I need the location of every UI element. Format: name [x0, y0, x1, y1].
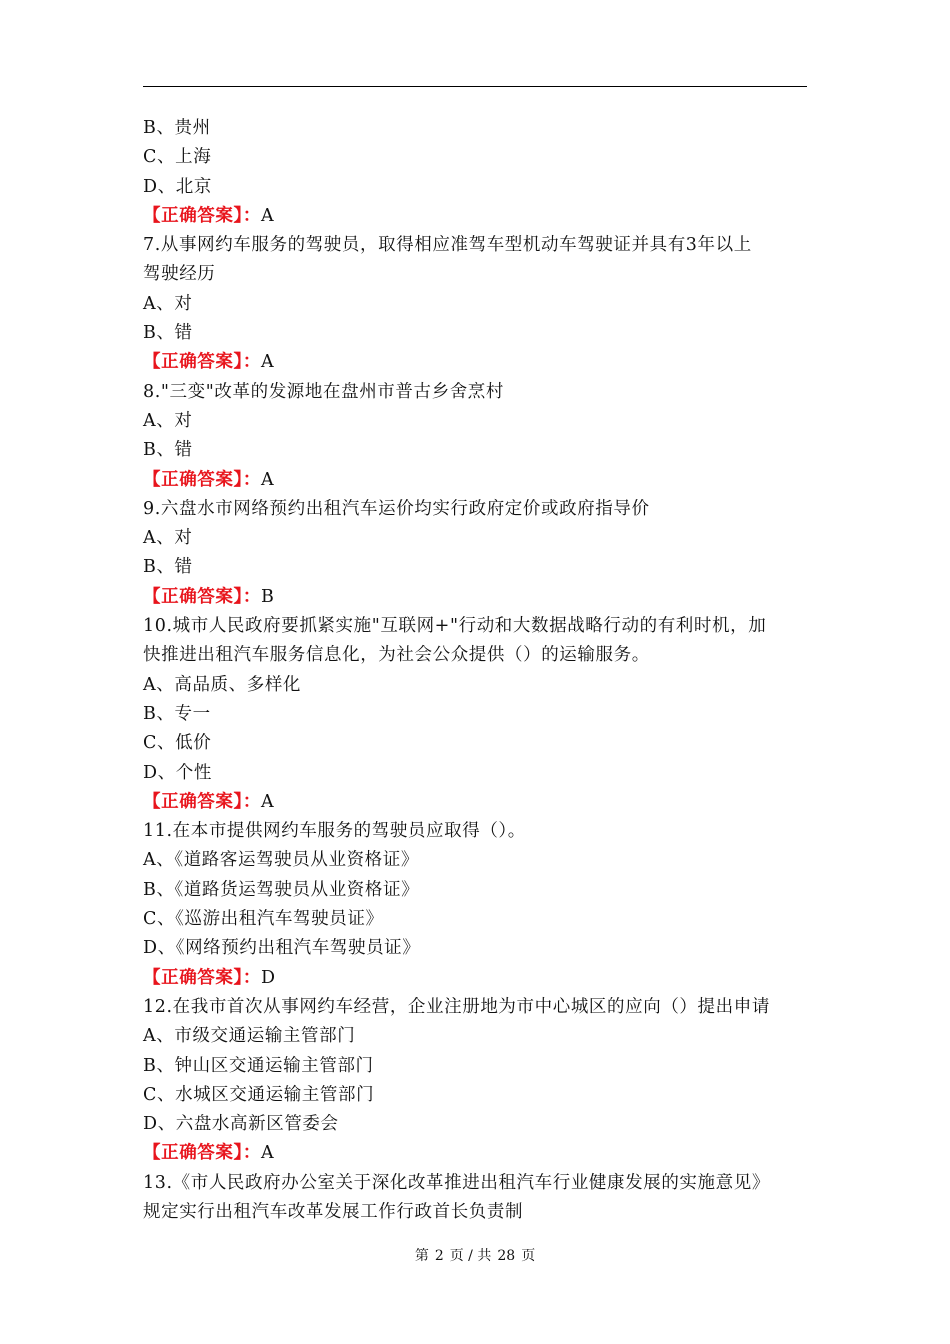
answer-value: B	[260, 586, 275, 607]
answer-value: A	[260, 791, 275, 812]
question-stem: 12.在我市首次从事网约车经营，企业注册地为市中心城区的应向（）提出申请	[143, 996, 770, 1017]
footer-suffix: 页	[521, 1248, 536, 1264]
question-stem-continued: 快推进出租汽车服务信息化，为社会公众提供（）的运输服务。	[143, 645, 650, 666]
option-a: A、市级交通运输主管部门	[143, 1026, 356, 1047]
answer-label: 【正确答案】：	[143, 967, 261, 988]
answer-label: 【正确答案】：	[143, 791, 261, 812]
answer-label: 【正确答案】：	[143, 205, 261, 226]
answer-line	[143, 788, 807, 817]
option-b: B、错	[143, 323, 193, 344]
option-b: B、错	[143, 557, 193, 578]
answer-line	[143, 1139, 807, 1168]
current-page-number: 2	[434, 1248, 444, 1264]
option-a: A、对	[143, 528, 193, 549]
option-a: A、对	[143, 293, 193, 314]
question-stem: 11.在本市提供网约车服务的驾驶员应取得（）。	[143, 821, 526, 842]
answer-line	[143, 964, 807, 993]
total-page-count: 28	[497, 1248, 516, 1264]
option-b: B、钟山区交通运输主管部门	[143, 1055, 374, 1076]
question-stem: 7.从事网约车服务的驾驶员，取得相应准驾车型机动车驾驶证并具有3年以上	[143, 235, 752, 256]
question-stem: 9.六盘水市网络预约出租汽车运价均实行政府定价或政府指导价	[143, 498, 650, 519]
option-b: B、贵州	[143, 118, 211, 138]
answer-line	[143, 583, 807, 612]
option-b: B、错	[143, 440, 193, 461]
option-b: B、专一	[143, 703, 211, 724]
answer-line	[143, 202, 807, 231]
option-c: C、低价	[143, 733, 212, 754]
answer-label: 【正确答案】：	[143, 586, 261, 607]
answer-value: D	[260, 967, 276, 988]
option-c: C、上海	[143, 147, 212, 168]
answer-line	[143, 466, 807, 495]
question-stem-continued: 规定实行出租汽车改革发展工作行政首长负责制	[143, 1201, 524, 1222]
option-a: A、对	[143, 410, 193, 431]
option-c: C、《巡游出租汽车驾驶员证》	[143, 909, 384, 930]
answer-label: 【正确答案】：	[143, 352, 261, 373]
footer-prefix: 第	[414, 1248, 429, 1264]
option-a: A、高品质、多样化	[143, 674, 302, 695]
footer-mid: 页 / 共	[449, 1248, 492, 1264]
option-c: C、水城区交通运输主管部门	[143, 1084, 375, 1105]
header-rule	[143, 86, 807, 87]
question-list	[143, 114, 807, 1227]
answer-value: A	[260, 1143, 275, 1164]
option-d: D、六盘水高新区管委会	[143, 1114, 339, 1135]
answer-value: A	[260, 469, 275, 490]
option-d: D、北京	[143, 176, 212, 197]
question-stem: 13.《市人民政府办公室关于深化改革推进出租汽车行业健康发展的实施意见》	[143, 1172, 770, 1193]
question-stem-continued: 驾驶经历	[143, 264, 216, 285]
option-b: B、《道路货运驾驶员从业资格证》	[143, 879, 420, 900]
option-d: D、《网络预约出租汽车驾驶员证》	[143, 938, 421, 959]
answer-label: 【正确答案】：	[143, 1143, 261, 1164]
answer-value: A	[260, 205, 275, 226]
question-stem: 10.城市人民政府要抓紧实施"互联网+"行动和大数据战略行动的有利时机，加	[143, 616, 767, 637]
answer-label: 【正确答案】：	[143, 469, 261, 490]
answer-line	[143, 348, 807, 377]
option-d: D、个性	[143, 762, 212, 783]
page-footer	[0, 1245, 950, 1265]
answer-value: A	[260, 352, 275, 373]
question-stem: 8."三变"改革的发源地在盘州市普古乡舍烹村	[143, 381, 504, 402]
option-a: A、《道路客运驾驶员从业资格证》	[143, 850, 419, 871]
